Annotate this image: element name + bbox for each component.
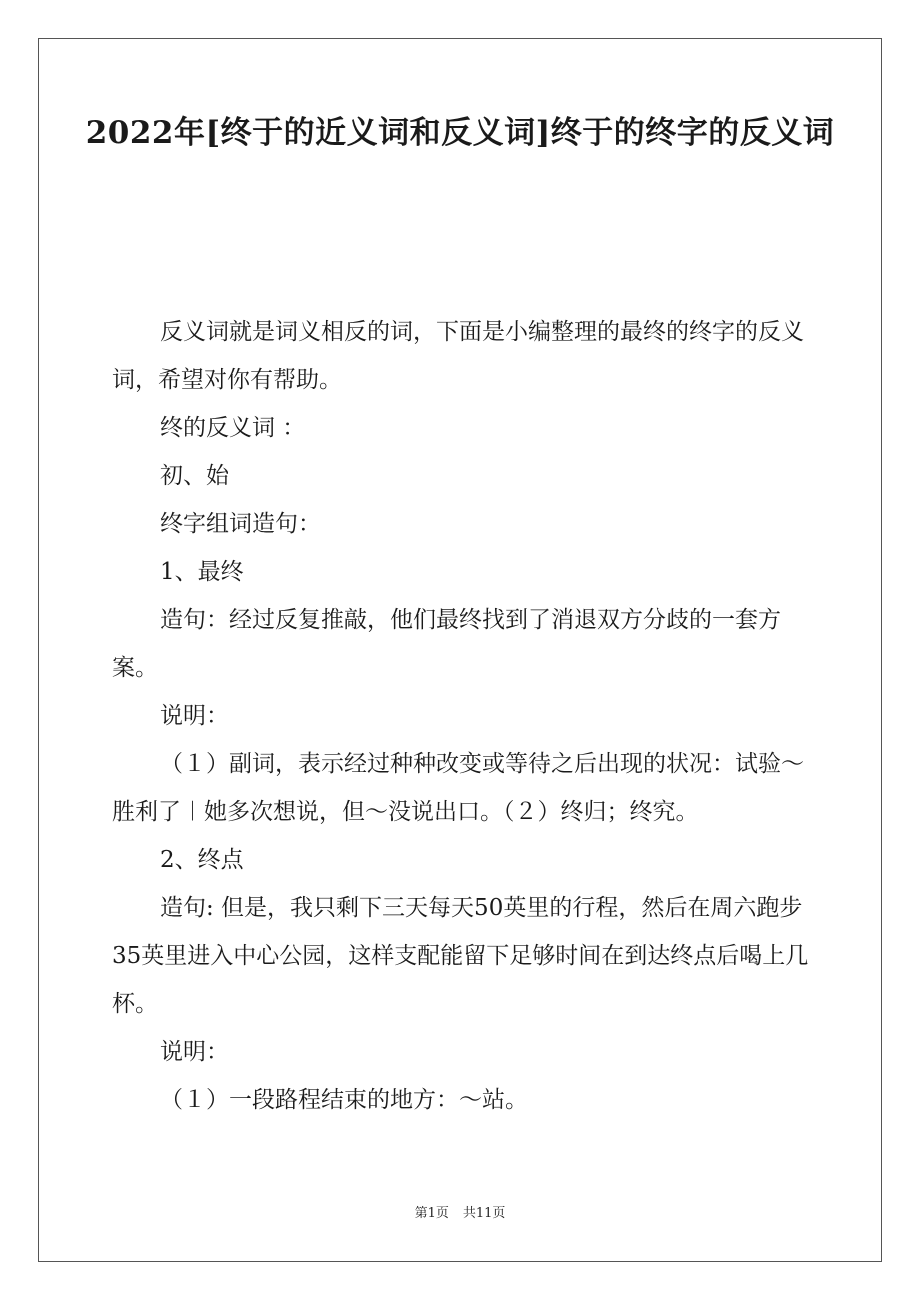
page-footer bbox=[0, 1205, 920, 1223]
paragraph-word-2: 2、终点 bbox=[160, 847, 244, 873]
paragraph-sentence-heading: 终字组词造句： bbox=[160, 511, 321, 537]
document-body bbox=[112, 308, 812, 1124]
page-number: 第1页 bbox=[414, 1206, 449, 1221]
paragraph-note-heading-2: 说明： bbox=[160, 1039, 229, 1065]
document-title: 2022年[终于的近义词和反义词]终于的终字的反义词 bbox=[85, 115, 835, 151]
paragraph-note-1: （１）副词，表示经过种种改变或等待之后出现的状况：试验～胜利了︱她多次想说，但～没说出口。（２）终归；终究。 bbox=[112, 751, 804, 825]
paragraph-intro: 反义词就是词义相反的词，下面是小编整理的最终的终字的反义词，希望对你有帮助。 bbox=[112, 319, 804, 393]
paragraph-note-heading-1: 说明： bbox=[160, 703, 229, 729]
paragraph-word-1: 1、最终 bbox=[160, 559, 244, 585]
page-total: 共11页 bbox=[462, 1206, 506, 1221]
paragraph-example-1: 造句：经过反复推敲，他们最终找到了消退双方分歧的一套方案。 bbox=[112, 607, 781, 681]
paragraph-antonyms: 初、始 bbox=[160, 463, 229, 489]
paragraph-note-2: （１）一段路程结束的地方：～站。 bbox=[160, 1087, 528, 1113]
paragraph-antonym-heading: 终的反义词 ： bbox=[160, 415, 306, 441]
paragraph-example-2: 造句: 但是，我只剩下三天每天50英里的行程，然后在周六跑步35英里进入中心公园，这样支配能留下足够时间在到达终点后喝上几杯。 bbox=[112, 895, 809, 1017]
